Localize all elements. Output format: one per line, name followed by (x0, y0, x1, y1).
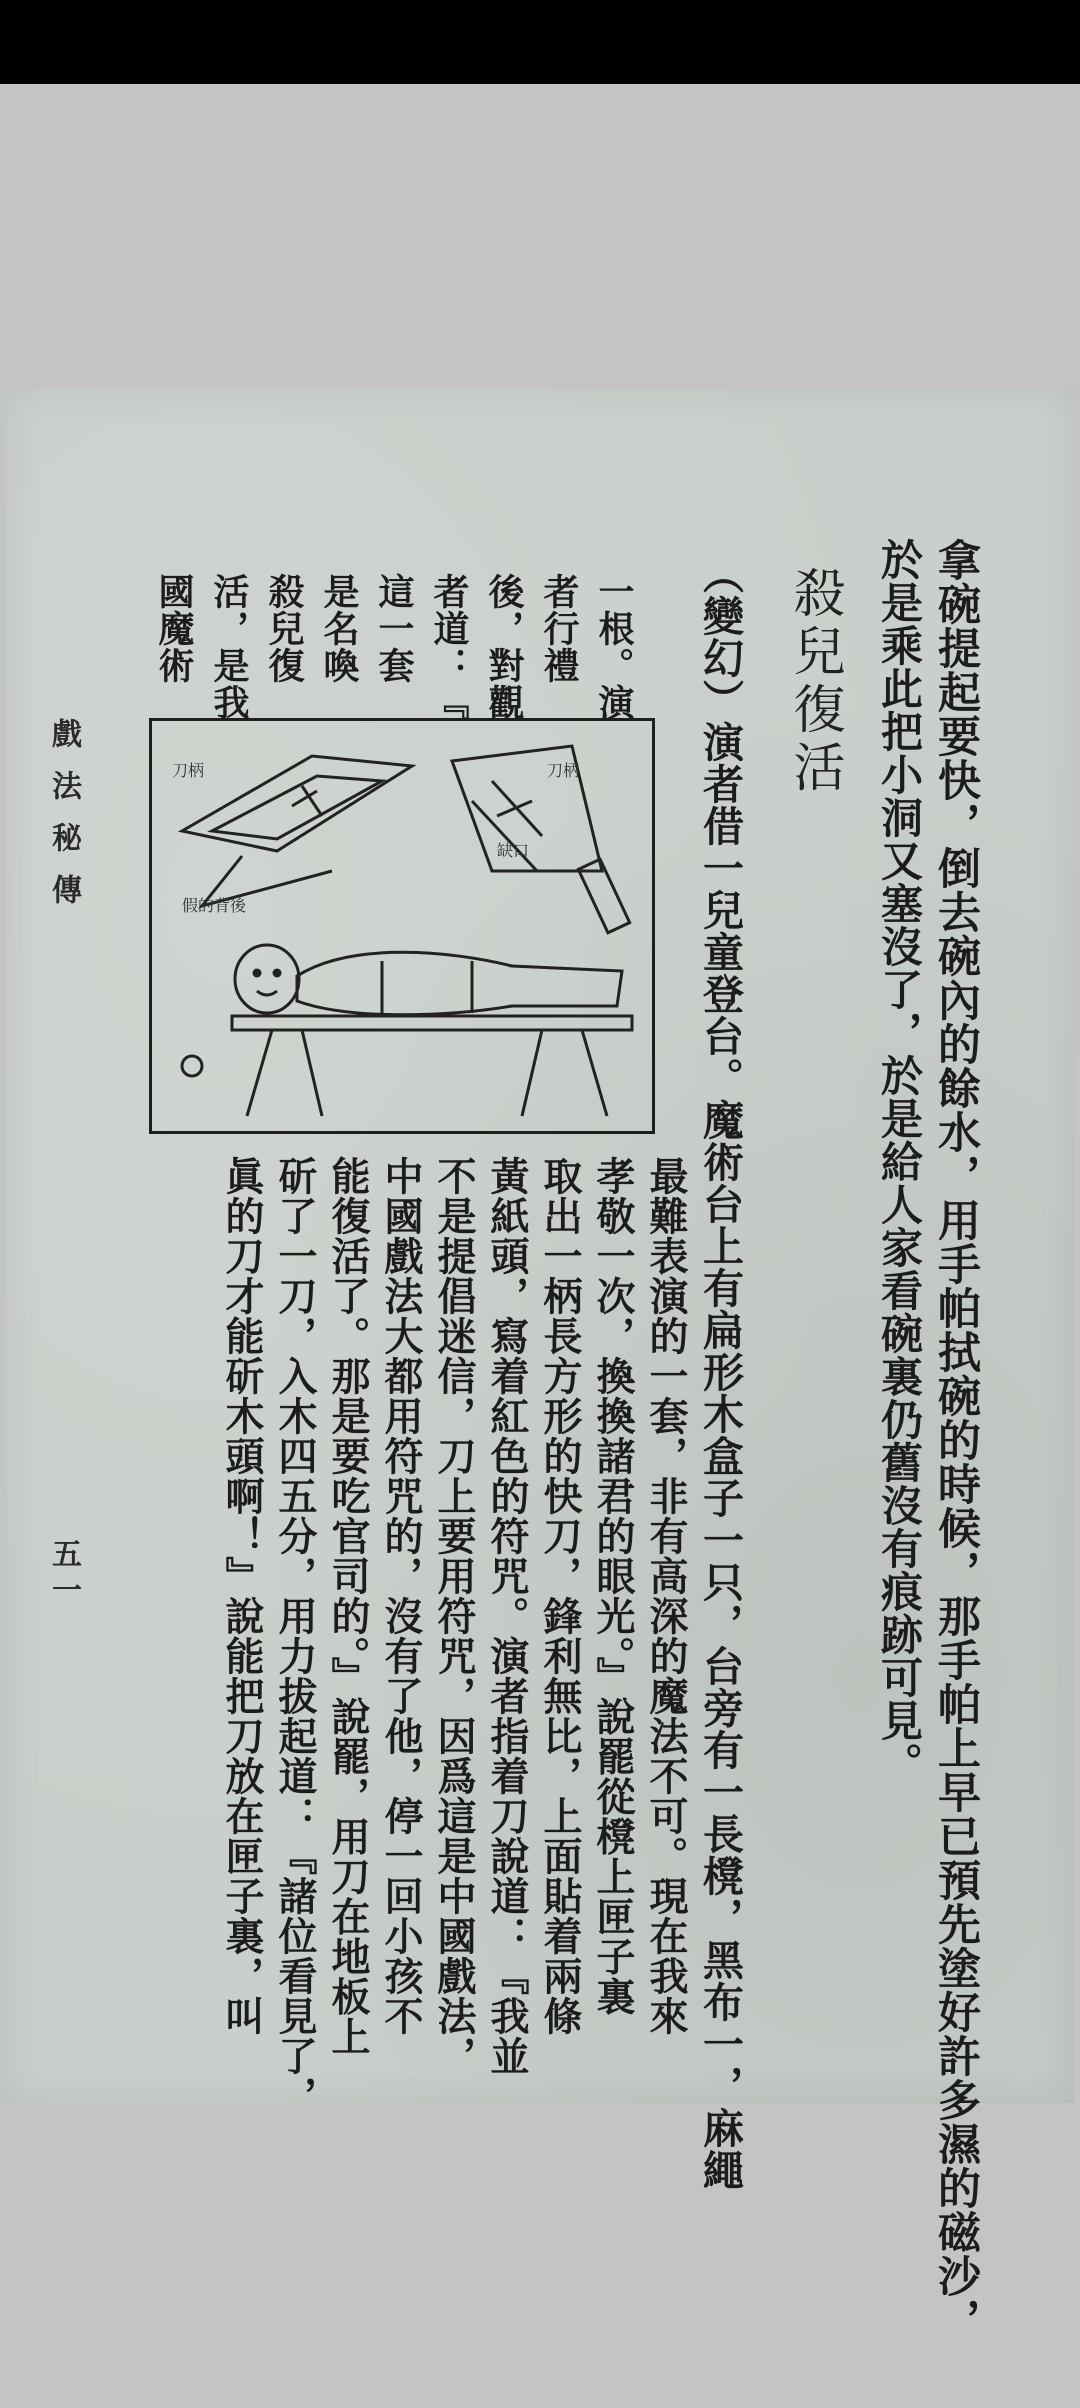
top-column-1: 拿碗提起要快，倒去碗內的餘水，用手帕拭碗的時候，那手帕上早已預先塗好許多濕的磁沙， (931, 538, 981, 2342)
body-column-9: 斫了一刀，入木四五分，用力拔起道：『諸位看見了， (272, 1156, 318, 2116)
label-knife-top: 刀柄 (547, 761, 580, 780)
label-knife-left: 刀柄 (172, 761, 205, 780)
left-column-4: 者道：『 (428, 573, 470, 721)
body-column-4: 取出一柄長方形的快刀，鋒利無比，上面貼着兩條 (537, 1156, 583, 2036)
body-column-5: 黃紙頭，寫着紅色的符咒。演者指着刀說道：『我並 (484, 1156, 530, 2076)
body-column-8: 能復活了。那是要吃官司的。』說罷，用刀在地板上 (325, 1156, 371, 2057)
status-bar (0, 0, 1080, 84)
left-column-8: 活，是我 (208, 573, 250, 721)
left-column-5: 這一套 (373, 573, 415, 684)
body-column-3: 孝敬一次，換換諸君的眼光。』說罷從櫈上匣子裏 (590, 1156, 636, 2017)
intro-column: （變幻）演者借一兒童登台。魔術台上有扁形木盒子一只，台旁有一長櫈，黑布一，麻繩 (696, 553, 744, 2191)
left-column-7: 殺兒復 (263, 573, 305, 684)
boy-on-bench-drawing (232, 945, 632, 1116)
section-title: 殺兒復活 (784, 566, 844, 798)
body-column-7: 中國戲法大都用符咒的，沒有了他，停一回小孩不 (378, 1156, 424, 2036)
book-page (6, 388, 1074, 2342)
flat-box-drawing (182, 756, 412, 906)
knife-box-drawing (452, 746, 630, 933)
top-column-2: 於是乘此把小洞又塞沒了，於是給人家看碗裏仍舊沒有痕跡可見。 (875, 538, 924, 1785)
seal-mark (182, 1056, 202, 1076)
left-column-2: 者行禮 (538, 573, 580, 684)
body-column-10: 眞的刀才能斫木頭啊！』說能把刀放在匣子裏，叫 (219, 1156, 265, 2036)
body-column-6: 不是提倡迷信，刀上要用符咒，因爲這是中國戲法， (431, 1156, 477, 2076)
label-fake-back: 假的背後 (182, 896, 247, 915)
left-column-9: 國魔術 (153, 573, 195, 684)
left-column-1: 一根。演 (593, 573, 635, 721)
magic-trick-illustration (149, 718, 655, 1134)
body-column-2: 最難表演的一套，非有高深的魔法不可。現在我來 (643, 1156, 689, 2036)
running-head: 戲法秘傳 (46, 718, 81, 926)
label-slot: 缺口 (497, 841, 530, 860)
left-column-6: 是名喚 (318, 573, 360, 684)
left-column-3: 後，對觀 (483, 573, 525, 721)
page-number: 五一 (46, 1538, 81, 1610)
illustration-drawing (152, 721, 652, 1131)
